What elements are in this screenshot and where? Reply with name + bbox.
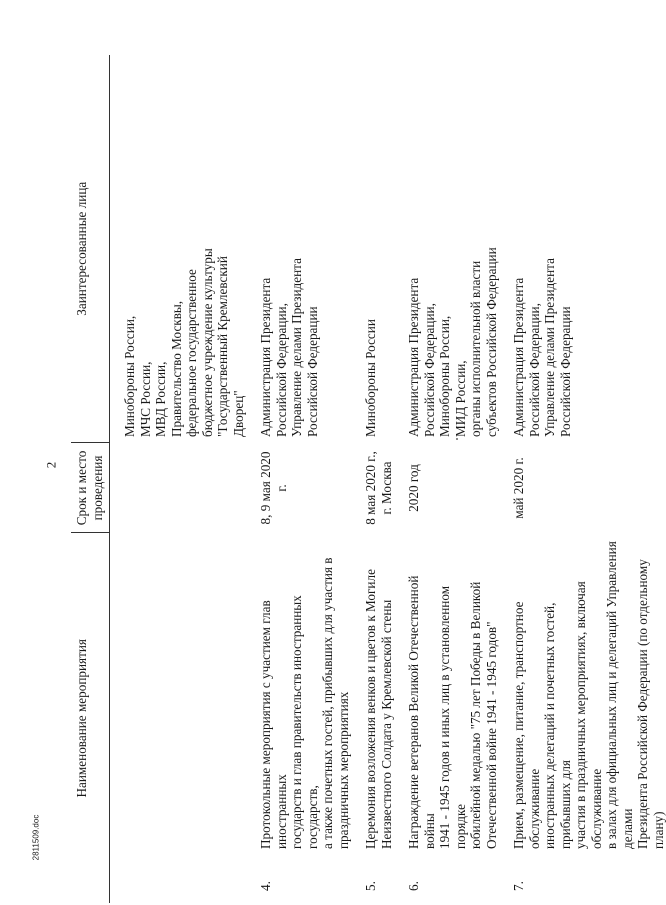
row-number: 4. [258,881,273,891]
row-number: 6. [406,881,421,891]
row-interested-parties: Минобороны России, МЧС России, МВД России, Правительство Москвы, федеральное государственное бюджетное учреждение культуры "Государственный Кремлевский Дворец" [122,248,246,437]
footer-file-code: 2811509.doc [31,814,41,861]
page-number: 2 [43,461,59,469]
table-row [499,55,666,903]
header-date-place: Срок и место проведения [71,443,110,533]
row-event-name: Награждение ветеранов Великой Отечественной войны 1941 - 1945 годов и иных лиц в установленном порядке юбилейной медалью "75 лет Победы в Великой Отечественной войне 1941 - 1945 годов" [406,575,499,849]
row-event-name: Протокольные мероприятия с участием глав иностранных государств и глав правительств иностранных государств, а также почетных гостей, прибывших для участия в праздничных мероприятиях [258,557,351,849]
table-row [394,55,499,903]
row-event-name: Церемония возложения венков и цветов к Могиле Неизвестного Солдата у Кремлевской стены [363,569,394,849]
row-date-place [110,443,247,533]
row-date-place: 2020 год [406,464,421,512]
table-header-row [71,55,110,903]
row-date-place: 8, 9 мая 2020 г. [258,451,289,525]
table-row [351,55,394,903]
row-number: 7. [511,881,526,891]
row-event-name: Прием, размещение, питание, транспортное обслуживание иностранных делегаций и почетных гостей, прибывших для участия в праздничных мероприятиях, включая обслуживание в залах для официальных лиц и делегаций Управления делами Президента Российской Федерации (по отдельному плану) [511,541,666,849]
scan-speck [456,438,458,440]
events-table [71,55,666,903]
table-row [110,55,247,903]
header-interested-parties: Заинтересованные лица [71,55,110,443]
row-number: 5. [363,881,378,891]
row-interested-parties: Администрация Президента Российской Федерации, Управление делами Президента Российской Федерации [258,258,320,437]
row-number [110,855,247,903]
row-date-place: 8 мая 2020 г., г. Москва [363,451,394,525]
row-interested-parties: Минобороны России [363,319,378,437]
row-event-name [110,533,247,855]
document-sheet [71,55,666,903]
row-interested-parties: Администрация Президента Российской Федерации, Минобороны России, МИД России, органы исполнительной власти субъектов Российской Федерации [406,247,499,437]
row-interested-parties: Администрация Президента Российской Федерации, Управление делами Президента Российской Федерации [511,258,573,437]
header-event-name: Наименование мероприятия [71,533,110,903]
table-row [246,55,351,903]
row-date-place: май 2020 г. [511,457,526,519]
